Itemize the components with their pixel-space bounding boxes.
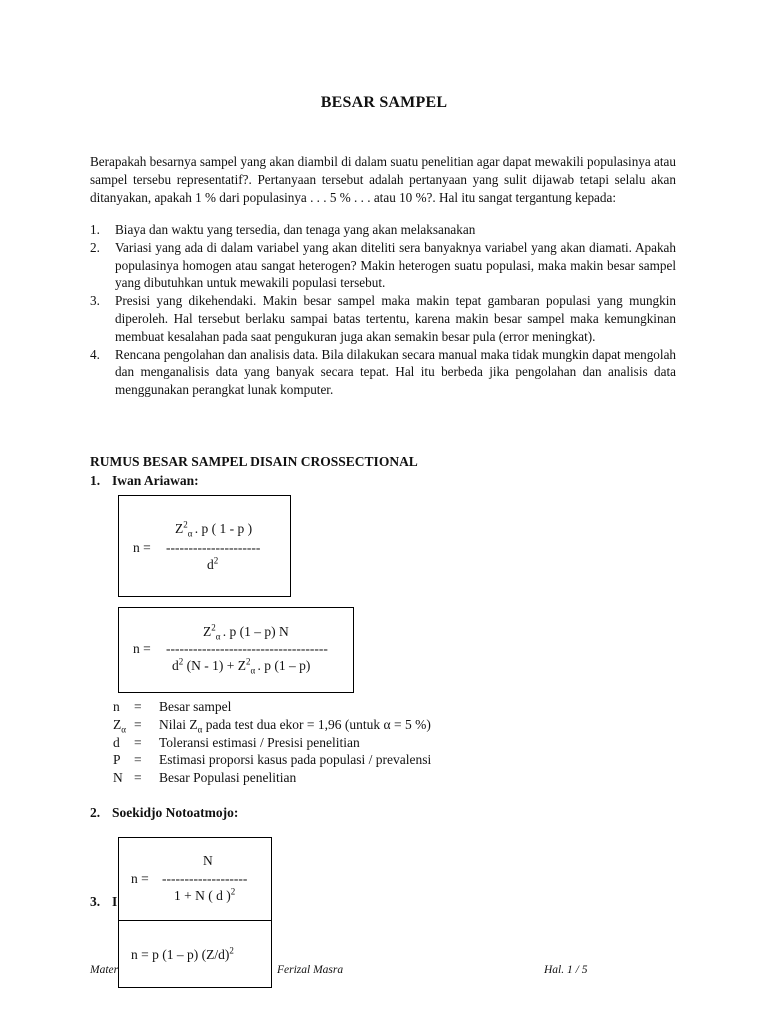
list-item-text: Biaya dan waktu yang tersedia, dan tenaga yang akan melaksanakan — [115, 222, 476, 237]
list-item — [90, 292, 676, 345]
definition-row: P = Estimasi proporsi kasus pada populasi / prevalensi — [113, 752, 432, 768]
subheading-3 — [90, 894, 117, 910]
page-title: BESAR SAMPEL — [320, 94, 448, 111]
factor-list — [90, 221, 676, 399]
list-item-text: Variasi yang ada di dalam variabel yang akan diteliti sera banyaknya variabel yang akan diamati. Apakah populasinya homogen atau sangat heterogen? Makin heterogen suatu populasi, maka makin besar sampel yang dibutuhkan untuk mewakili populasi tersebut. — [115, 239, 676, 291]
formula-4-text: n = p (1 – p) $(Z/d)^2$ — [131, 945, 234, 962]
formula-box-1 — [118, 495, 291, 597]
formula-3-numerator: N — [203, 853, 213, 868]
formula-2-numerator: $Z^2_\alpha$ . p (1 – p) N — [203, 622, 289, 642]
formula-1-lhs: n = — [133, 540, 151, 555]
formula-1-denominator: $d^2$ — [207, 555, 219, 572]
list-item-number: 1. — [90, 222, 100, 237]
formula-2-lhs: n = — [133, 641, 151, 656]
formula-box-3 — [118, 837, 272, 921]
footer-left: Mater — [90, 964, 119, 976]
list-item-number: 3. — [90, 293, 100, 309]
formula-2-denominator: $d^2$ $(N - 1) + Z^2_\alpha$ . p (1 – p) — [172, 656, 311, 676]
subheading-number: 3. — [90, 894, 101, 909]
list-item-number: 2. — [90, 239, 100, 255]
intro-text: Berapakah besarnya sampel yang akan diambil di dalam suatu penelitian agar dapat mewakili populasinya atau sampel tersebu representatif?. Pertanyaan tersebut adalah pertanyaan yang sulit dijawab tetapi selalu akan ditanyakan, apakah 1 % dari populasinya . . . 5 % . . . atau 10 %?. Hal itu sangat tergantung kepada: — [90, 154, 676, 205]
formula-1-fraction-bar: --------------------- — [166, 540, 261, 555]
formula-box-2 — [118, 607, 354, 693]
definition-row: N = Besar Populasi penelitian — [113, 770, 297, 786]
formula-3-denominator: 1 + N ( d )$^2$ — [174, 886, 236, 903]
subheading-label: Iwan Ariawan: — [112, 473, 199, 488]
definition-row: n = Besar sampel — [113, 699, 232, 714]
footer-page-number: Hal. 1 / 5 — [544, 964, 588, 976]
list-item — [90, 221, 676, 239]
formula-3-fraction-bar: ------------------- — [162, 871, 248, 886]
list-item-number: 4. — [90, 346, 100, 362]
subheading-label: Soekidjo Notoatmojo: — [112, 805, 239, 820]
formula-3-lhs: n = — [131, 871, 149, 886]
subheading-number: 2. — [90, 805, 101, 820]
section-heading: RUMUS BESAR SAMPEL DISAIN CROSSECTIONAL — [90, 454, 418, 469]
definition-row: d = Toleransi estimasi / Presisi penelitian — [113, 734, 360, 750]
subheading-soekidjo — [90, 805, 238, 821]
formula-1-numerator: $Z^2_\alpha$ . p ( 1 - p ) — [175, 519, 253, 539]
formula-box-4 — [118, 920, 272, 988]
footer-author: Ferizal Masra — [277, 964, 344, 976]
definition-row: $Z_\alpha$ = Nilai $Z_\alpha$ pada test dua ekor = 1,96 (untuk α = 5 %) — [113, 716, 431, 735]
intro-paragraph — [90, 153, 676, 206]
subheading-iwan-ariawan — [90, 473, 199, 489]
variable-definitions — [113, 698, 431, 787]
list-item — [90, 239, 676, 292]
formula-2-fraction-bar: ------------------------------------ — [166, 641, 328, 656]
subheading-label: I — [112, 894, 118, 909]
list-item — [90, 346, 676, 399]
list-item-text: Presisi yang dikehendaki. Makin besar sampel maka makin tepat gambaran populasi yang mungkin diperoleh. Hal tersebut berlaku sampai batas tertentu, karena makin besar sampel maka kemungkinan membuat kesalahan pada saat pengukuran juga akan semakin besar pula (error meningkat). — [115, 293, 676, 344]
list-item-text: Rencana pengolahan dan analisis data. Bila dilakukan secara manual maka tidak mungkin dapat mengolah dan menganalisis data yang banyak secara tepat. Hal itu berbeda jika pengolahan dan analisis data menggunakan perangkat lunak komputer. — [115, 346, 677, 398]
subheading-number: 1. — [90, 473, 101, 488]
